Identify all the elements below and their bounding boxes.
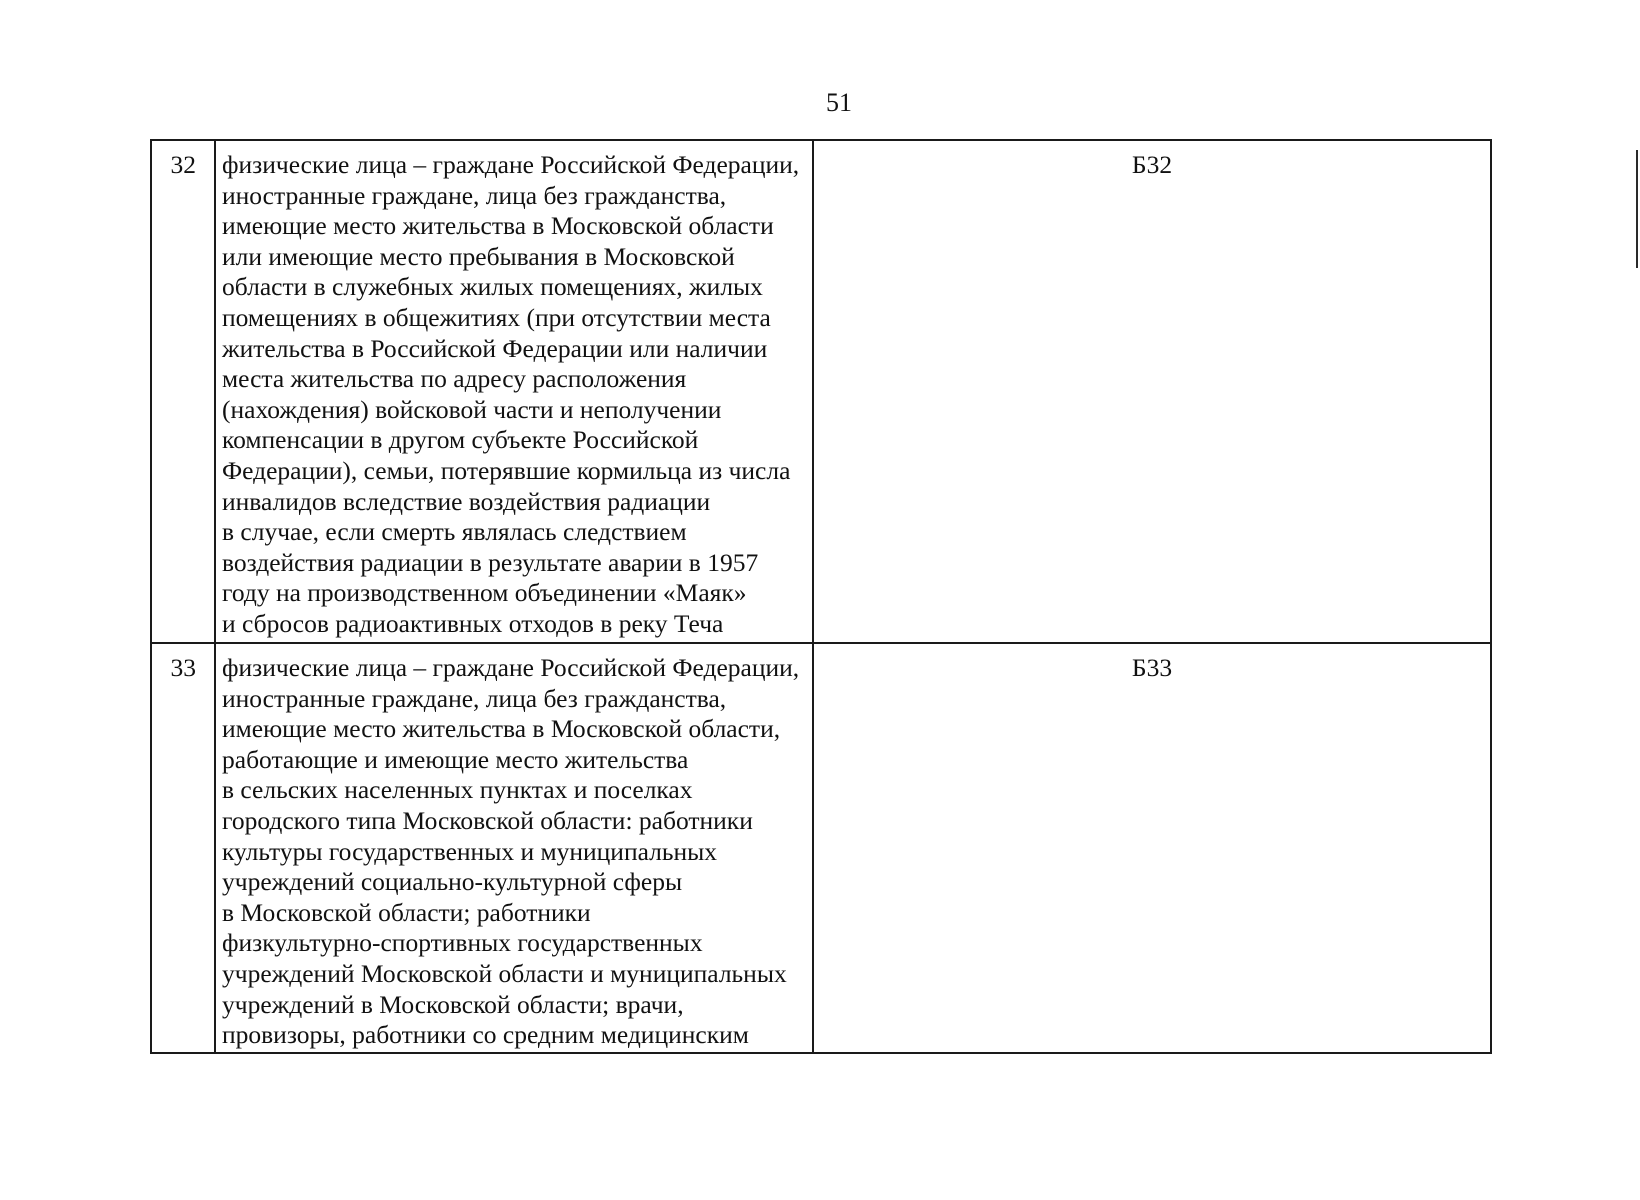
table-row-32 — [151, 140, 1491, 643]
row-description — [215, 140, 813, 643]
description-line: культуры государственных и муниципальных — [222, 836, 718, 866]
description-line: компенсации в другом субъекте Российской — [222, 425, 699, 455]
row-code: Б33 — [813, 643, 1491, 1053]
description-line: области в служебных жилых помещениях, жилых — [222, 272, 763, 302]
description-line: жительства в Российской Федерации или наличии — [222, 333, 768, 363]
description-line: воздействия радиации в результате аварии в 1957 — [222, 547, 759, 577]
row-description — [215, 643, 813, 1053]
description-line: иностранные граждане, лица без гражданства, — [222, 180, 727, 210]
row-code: Б32 — [813, 140, 1491, 643]
description-line: работающие и имеющие место жительства — [222, 744, 689, 774]
row-number: 32 — [151, 140, 215, 643]
description-line: учреждений Московской области и муниципальных — [222, 958, 787, 988]
description-line: провизоры, работники со средним медицинским — [222, 1020, 749, 1050]
description-line: в сельских населенных пунктах и поселках — [222, 775, 693, 805]
description-line: физические лица – граждане Российской Федерации, — [222, 653, 800, 682]
description-line: (нахождения) войсковой части и неполучении — [222, 394, 722, 424]
description-line: места жительства по адресу расположения — [222, 364, 687, 394]
table-row-33 — [151, 643, 1491, 1053]
description-line: и сбросов радиоактивных отходов в реку Теча — [222, 608, 724, 638]
description-line: физические лица – граждане Российской Федерации, — [222, 150, 800, 179]
description-line: физкультурно-спортивных государственных — [222, 928, 703, 958]
scan-edge-mark — [1636, 150, 1638, 268]
description-line: в случае, если смерть являлась следствием — [222, 517, 687, 547]
description-line: или имеющие место пребывания в Московской — [222, 241, 735, 271]
description-line: в Московской области; работники — [222, 897, 591, 927]
row-number: 33 — [151, 643, 215, 1053]
description-line: инвалидов вследствие воздействия радиации — [222, 486, 711, 516]
description-line: помещениях в общежитиях (при отсутствии места — [222, 302, 771, 332]
description-line: иностранные граждане, лица без гражданства, — [222, 683, 727, 713]
description-line: году на производственном объединении «Маяк» — [222, 578, 747, 608]
page-number: 51 — [826, 88, 852, 117]
description-line: имеющие место жительства в Московской области — [222, 211, 774, 241]
description-line: учреждений в Московской области; врачи, — [222, 989, 684, 1019]
description-line: имеющие место жительства в Московской области, — [222, 714, 781, 744]
description-line: городского типа Московской области: работники — [222, 805, 753, 835]
description-line: Федерации), семьи, потерявшие кормильца из числа — [222, 455, 791, 485]
benefits-table — [150, 139, 1492, 1054]
description-line: учреждений социально-культурной сферы — [222, 867, 683, 897]
